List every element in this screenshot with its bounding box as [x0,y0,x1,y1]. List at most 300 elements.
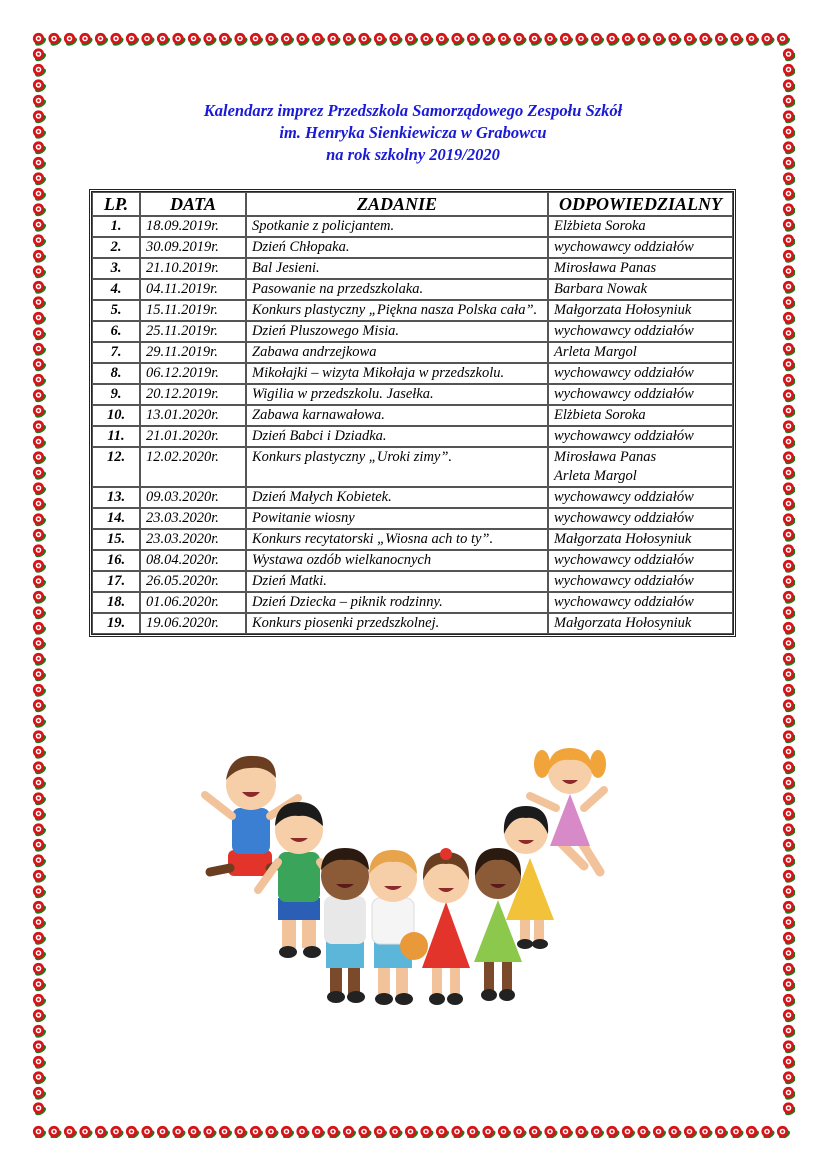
flower-ornament [783,451,795,466]
responsible-name: Elżbieta Soroka [554,407,646,423]
table-row [92,405,733,426]
flower-ornament [783,808,795,823]
flower-ornament [436,1126,451,1138]
flower-ornament [33,1056,48,1071]
flower-ornament [157,33,172,48]
flower-ornament [296,1126,311,1138]
responsible-name: wychowawcy oddziałów [554,323,694,339]
flower-ornament [33,312,48,327]
cell-responsible [548,613,733,634]
flower-ornament [513,33,528,48]
table-row [92,321,733,342]
flower-ornament [783,730,795,745]
flower-ornament [783,1009,795,1024]
flower-ornament [783,219,795,234]
flower-ornament [783,1071,795,1086]
cell-task: Dzień Dziecka – piknik rodzinny. [246,592,548,613]
flower-ornament [544,1126,559,1138]
flower-ornament [783,854,795,869]
flower-ornament [33,436,48,451]
cell-task: Wigilia w przedszkolu. Jasełka. [246,384,548,405]
flower-ornament [33,467,48,482]
flower-ornament [783,1040,795,1055]
flower-ornament [529,33,544,48]
flower-ornament [33,1040,48,1055]
table-row [92,279,733,300]
flower-ornament [783,513,795,528]
flower-ornament [783,544,795,559]
flower-ornament [622,1126,637,1138]
flower-ornament [64,1126,79,1138]
flower-ornament [783,591,795,606]
flower-ornament [783,777,795,792]
cell-task: Mikołajki – wizyta Mikołaja w przedszkolu. [246,363,548,384]
cell-task: Konkurs plastyczny „Piękna nasza Polska cała”. [246,300,548,321]
flower-ornament [312,33,327,48]
flower-ornament [783,823,795,838]
flower-ornament [544,33,559,48]
flower-ornament [33,715,48,730]
flower-ornament [33,823,48,838]
flower-ornament [95,1126,110,1138]
responsible-name: wychowawcy oddziałów [554,365,694,381]
cell-responsible [548,529,733,550]
flower-ornament [761,33,776,48]
flower-ornament [33,730,48,745]
flower-ornament [33,684,48,699]
cell-lp: 1. [92,216,140,237]
header-lp: LP. [92,192,140,216]
flower-ornament [33,901,48,916]
flower-ornament [783,420,795,435]
flower-ornament [33,281,48,296]
flower-ornament [668,33,683,48]
responsible-name: wychowawcy oddziałów [554,489,694,505]
flower-ornament [405,33,420,48]
flower-ornament [783,978,795,993]
flower-ornament [777,1126,792,1138]
title-line-2: im. Henryka Sienkiewicza w Grabowcu [279,123,547,142]
header-task: ZADANIE [246,192,548,216]
flower-ornament [699,33,714,48]
flower-ornament [250,1126,265,1138]
flower-ornament [777,33,792,48]
flower-ornament [33,994,48,1009]
flower-ornament [783,901,795,916]
flower-ornament [33,792,48,807]
flower-ornament [33,420,48,435]
flower-ornament [33,405,48,420]
flower-ornament [783,296,795,311]
flower-ornament [33,296,48,311]
flower-ornament [783,529,795,544]
flower-ornament [33,637,48,652]
responsible-name: Barbara Nowak [554,281,648,297]
flower-ornament [110,33,125,48]
flower-ornament [203,33,218,48]
table-row [92,426,733,447]
flower-ornament [312,1126,327,1138]
cell-date: 21.10.2019r. [140,258,246,279]
flower-ornament [783,358,795,373]
table-row [92,487,733,508]
flower-ornament [265,1126,280,1138]
cell-date: 26.05.2020r. [140,571,246,592]
flower-ornament [746,1126,761,1138]
flower-ornament [783,606,795,621]
cell-responsible [548,237,733,258]
cell-responsible [548,342,733,363]
cell-responsible [548,384,733,405]
cell-task: Dzień Chłopaka. [246,237,548,258]
flower-ornament [783,343,795,358]
flower-ornament [482,33,497,48]
flower-ornament [783,637,795,652]
flower-ornament [33,79,48,94]
flower-ornament [33,746,48,761]
flower-ornament [95,33,110,48]
responsible-name: wychowawcy oddziałów [554,239,694,255]
flower-ornament [79,1126,94,1138]
flower-ornament [33,839,48,854]
cell-lp: 4. [92,279,140,300]
responsible-name: wychowawcy oddziałów [554,428,694,444]
cell-task: Zabawa karnawałowa. [246,405,548,426]
flower-ornament [234,1126,249,1138]
flower-ornament [783,374,795,389]
cell-lp: 9. [92,384,140,405]
flower-ornament [591,1126,606,1138]
flower-ornament [250,33,265,48]
cell-lp: 14. [92,508,140,529]
flower-ornament [33,343,48,358]
flower-ornament [746,33,761,48]
cell-task: Dzień Babci i Dziadka. [246,426,548,447]
flower-ornament [668,1126,683,1138]
flower-ornament [296,33,311,48]
flower-ornament [389,33,404,48]
flower-ornament [783,250,795,265]
flower-ornament [783,1102,795,1117]
table-row [92,300,733,321]
children-illustration [170,690,650,1020]
flower-ornament [33,265,48,280]
cell-task: Zabawa andrzejkowa [246,342,548,363]
flower-ornament [783,575,795,590]
cell-date: 23.03.2020r. [140,529,246,550]
flower-ornament [420,33,435,48]
cell-responsible [548,216,733,237]
cell-lp: 2. [92,237,140,258]
table-row [92,613,733,634]
flower-ornament [33,1025,48,1040]
flower-ornament [451,33,466,48]
flower-ornament [783,870,795,885]
flower-ornament [33,188,48,203]
flower-ornament [110,1126,125,1138]
kid-blue-shorts [321,848,369,1003]
flower-ornament [79,33,94,48]
header-responsible: ODPOWIEDZIALNY [548,192,733,216]
responsible-name: wychowawcy oddziałów [554,573,694,589]
flower-ornament [374,33,389,48]
flower-ornament [451,1126,466,1138]
flower-ornament [513,1126,528,1138]
flower-ornament [783,389,795,404]
cell-date: 20.12.2019r. [140,384,246,405]
flower-ornament [783,761,795,776]
flower-ornament [575,1126,590,1138]
cell-lp: 8. [92,363,140,384]
flower-ornament [730,33,745,48]
responsible-name: wychowawcy oddziałów [554,552,694,568]
flower-ornament [172,1126,187,1138]
flower-ornament [783,79,795,94]
table-row [92,258,733,279]
flower-ornament [783,994,795,1009]
kid-with-ball [369,850,428,1005]
flower-ornament [33,389,48,404]
document-title [0,100,826,166]
flower-ornament [783,498,795,513]
cell-lp: 16. [92,550,140,571]
flower-ornament [33,374,48,389]
flower-ornament [33,1102,48,1117]
flower-ornament [234,33,249,48]
cell-task: Dzień Pluszowego Misia. [246,321,548,342]
cell-date: 30.09.2019r. [140,237,246,258]
flower-ornament [33,234,48,249]
flower-ornament [467,1126,482,1138]
flower-ornament [33,482,48,497]
cell-date: 12.02.2020r. [140,447,246,487]
title-line-3: na rok szkolny 2019/2020 [326,145,500,164]
table-row [92,550,733,571]
cell-lp: 5. [92,300,140,321]
flower-ornament [783,963,795,978]
flower-ornament [219,33,234,48]
flower-ornament [783,312,795,327]
flower-ornament [33,513,48,528]
cell-responsible [548,550,733,571]
flower-ornament [265,33,280,48]
cell-lp: 7. [92,342,140,363]
flower-ornament [560,1126,575,1138]
table-header-row [92,192,733,216]
cell-task: Spotkanie z policjantem. [246,216,548,237]
flower-ornament [33,1071,48,1086]
flower-ornament [33,48,48,63]
cell-date: 06.12.2019r. [140,363,246,384]
cell-task: Konkurs piosenki przedszkolnej. [246,613,548,634]
flower-ornament [33,560,48,575]
flower-ornament [33,870,48,885]
responsible-name: Elżbieta Soroka [554,218,646,234]
responsible-name: wychowawcy oddziałów [554,510,694,526]
flower-ornament [467,33,482,48]
cell-responsible [548,508,733,529]
cell-date: 08.04.2020r. [140,550,246,571]
flower-ornament [761,1126,776,1138]
cell-date: 01.06.2020r. [140,592,246,613]
flower-ornament [783,885,795,900]
flower-ornament [126,1126,141,1138]
kid-green-dress [474,848,522,1001]
flower-ornament [33,916,48,931]
responsible-name: wychowawcy oddziałów [554,386,694,402]
flower-ornament [783,947,795,962]
flower-ornament [699,1126,714,1138]
flower-ornament [126,33,141,48]
flower-ornament [637,33,652,48]
flower-ornament [529,1126,544,1138]
responsible-name: Arleta Margol [554,344,637,360]
title-line-1: Kalendarz imprez Przedszkola Samorządowego Zespołu Szkół [203,101,623,120]
table-row [92,384,733,405]
flower-ornament [715,33,730,48]
flower-ornament [498,1126,513,1138]
table-row [92,592,733,613]
flower-ornament [33,761,48,776]
table-row [92,529,733,550]
cell-date: 18.09.2019r. [140,216,246,237]
flower-ornament [606,1126,621,1138]
cell-task: Powitanie wiosny [246,508,548,529]
cell-date: 25.11.2019r. [140,321,246,342]
flower-ornament [715,1126,730,1138]
cell-responsible [548,321,733,342]
flower-ornament [33,544,48,559]
flower-ornament [327,33,342,48]
flower-ornament [33,808,48,823]
cell-responsible [548,279,733,300]
cell-task: Konkurs plastyczny „Uroki zimy”. [246,447,548,487]
flower-ornament [33,219,48,234]
cell-lp: 6. [92,321,140,342]
cell-date: 29.11.2019r. [140,342,246,363]
table-row [92,363,733,384]
cell-task: Wystawa ozdób wielkanocnych [246,550,548,571]
flower-ornament [783,203,795,218]
table-row [92,342,733,363]
responsible-name: wychowawcy oddziałów [554,594,694,610]
kid-red-dress [422,848,470,1005]
flower-ornament [783,653,795,668]
cell-lp: 3. [92,258,140,279]
flower-ornament [33,932,48,947]
flower-ornament [374,1126,389,1138]
cell-lp: 19. [92,613,140,634]
flower-ornament [33,529,48,544]
cell-lp: 11. [92,426,140,447]
flower-ornament [33,1087,48,1102]
flower-ornament [591,33,606,48]
flower-ornament [33,64,48,79]
flower-ornament [358,33,373,48]
flower-ornament [420,1126,435,1138]
flower-ornament [141,1126,156,1138]
flower-ornament [783,327,795,342]
cell-date: 21.01.2020r. [140,426,246,447]
flower-ornament [783,405,795,420]
flower-ornament [783,622,795,637]
flower-ornament [33,203,48,218]
cell-responsible [548,405,733,426]
cell-task: Pasowanie na przedszkolaka. [246,279,548,300]
flower-ornament [783,482,795,497]
cell-responsible [548,363,733,384]
flower-ornament [48,33,63,48]
flower-ornament [219,1126,234,1138]
cell-responsible [548,258,733,279]
flower-ornament [684,33,699,48]
flower-ornament [783,188,795,203]
flower-ornament [33,854,48,869]
flower-ornament [33,947,48,962]
flower-ornament [783,839,795,854]
flower-ornament [498,33,513,48]
flower-ornament [33,1009,48,1024]
cell-responsible [548,447,733,487]
flower-ornament [783,436,795,451]
flower-ornament [783,1087,795,1102]
flower-ornament [783,560,795,575]
flower-ornament [33,885,48,900]
flower-ornament [33,622,48,637]
flower-ornament [141,33,156,48]
flower-ornament [653,1126,668,1138]
cell-responsible [548,571,733,592]
flower-ornament [783,715,795,730]
cell-date: 04.11.2019r. [140,279,246,300]
flower-ornament [606,33,621,48]
flower-ornament [33,33,48,48]
flower-ornament [405,1126,420,1138]
flower-ornament [33,172,48,187]
flower-ornament [783,932,795,947]
flower-ornament [281,33,296,48]
flower-ornament [33,699,48,714]
flower-ornament [389,1126,404,1138]
flower-ornament [33,1126,48,1138]
flower-ornament [783,699,795,714]
cell-date: 15.11.2019r. [140,300,246,321]
cell-task: Dzień Małych Kobietek. [246,487,548,508]
flower-ornament [783,281,795,296]
cell-task: Bal Jesieni. [246,258,548,279]
flower-ornament [783,48,795,63]
flower-ornament [48,1126,63,1138]
cell-lp: 15. [92,529,140,550]
flower-ornament [783,684,795,699]
flower-ornament [783,234,795,249]
cell-responsible [548,592,733,613]
flower-ornament [730,1126,745,1138]
flower-ornament [281,1126,296,1138]
cell-lp: 10. [92,405,140,426]
flower-ornament [343,33,358,48]
flower-ornament [33,575,48,590]
flower-ornament [33,591,48,606]
flower-ornament [33,498,48,513]
responsible-name: Mirosława Panas [554,260,657,276]
cell-date: 19.06.2020r. [140,613,246,634]
flower-ornament [33,653,48,668]
flower-ornament [64,33,79,48]
cell-date: 13.01.2020r. [140,405,246,426]
flower-ornament [33,777,48,792]
flower-ornament [33,606,48,621]
